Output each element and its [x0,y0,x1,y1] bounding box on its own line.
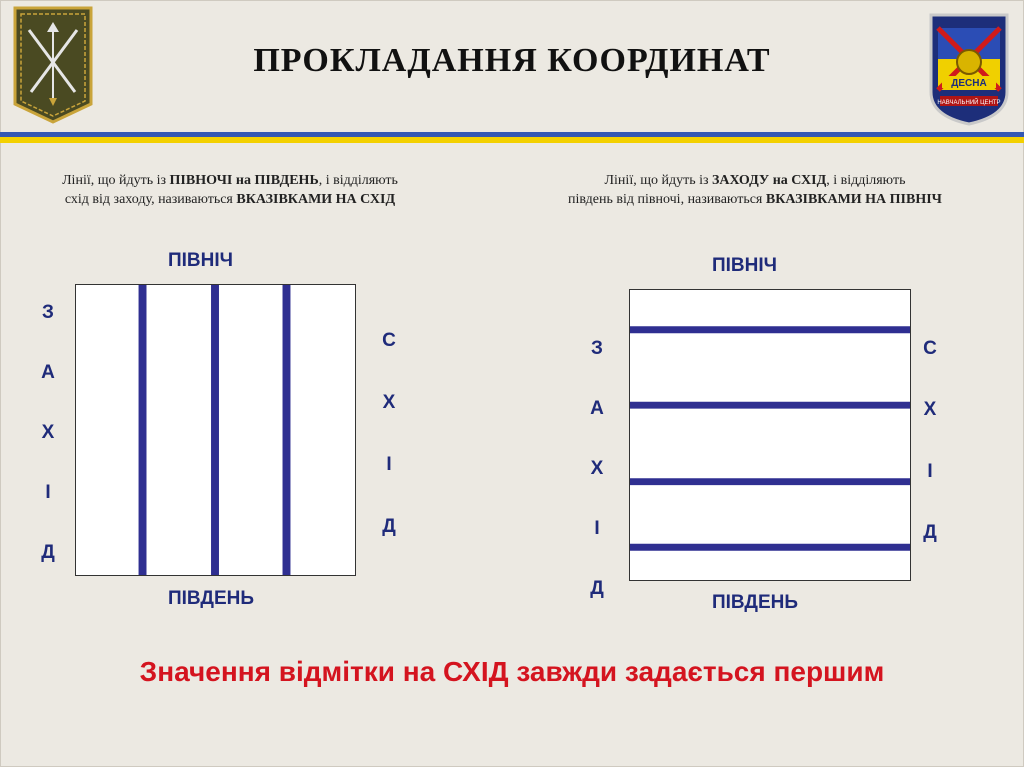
west-letter: І [45,482,51,503]
left-west-label [36,302,60,564]
left-north-label: ПІВНІЧ [168,250,234,271]
west-letter: Д [590,578,604,599]
west-letter: І [594,518,600,539]
right-caption: Лінії, що йдуть із ЗАХОДУ на СХІД, і відділяють південь від півночі, називаються ВКАЗІВКАМИ НА ПІВНІЧ [568,173,942,207]
east-letter: Х [382,392,396,413]
west-letter: Х [590,458,604,479]
west-letter: Д [41,542,55,563]
east-letter: Д [382,516,396,537]
west-letter: Х [41,422,55,443]
west-letter: А [590,398,604,419]
right-grid-box [629,289,911,581]
desna-training-center-emblem-icon [928,12,1010,126]
right-north-label: ПІВНІЧ [712,255,778,276]
vertical-lines-diagram [76,285,355,575]
flag-stripe-yellow [0,137,1024,143]
east-letter: Д [923,521,937,543]
left-south-label: ПІВДЕНЬ [168,588,254,609]
right-south-label: ПІВДЕНЬ [712,592,798,613]
page-title: ПРОКЛАДАННЯ КООРДИНАТ [253,42,771,79]
left-caption: Лінії, що йдуть із ПІВНОЧІ на ПІВДЕНЬ, і відділяють схід від заходу, називаються ВКАЗІВКАМИ НА СХІД [62,173,398,207]
crossed-sabers-emblem-icon [13,6,93,124]
west-letter: З [591,338,603,359]
east-letter: І [927,460,933,482]
left-east-label [377,330,401,538]
footer-note: Значення відмітки на СХІД завжди задається першим [139,656,885,687]
west-letter: З [42,302,54,323]
east-letter: Х [923,399,937,421]
emblem-text: ДЕСНА [951,78,987,89]
left-grid-box [75,284,356,576]
east-letter: І [386,454,392,475]
east-letter: С [382,330,396,351]
right-east-label [918,338,942,544]
right-west-label [585,338,609,600]
west-letter: А [41,362,55,383]
horizontal-lines-diagram [630,290,910,580]
east-letter: С [923,338,937,359]
emblem-ribbon-text: НАВЧАЛЬНИЙ ЦЕНТР [937,100,1001,106]
